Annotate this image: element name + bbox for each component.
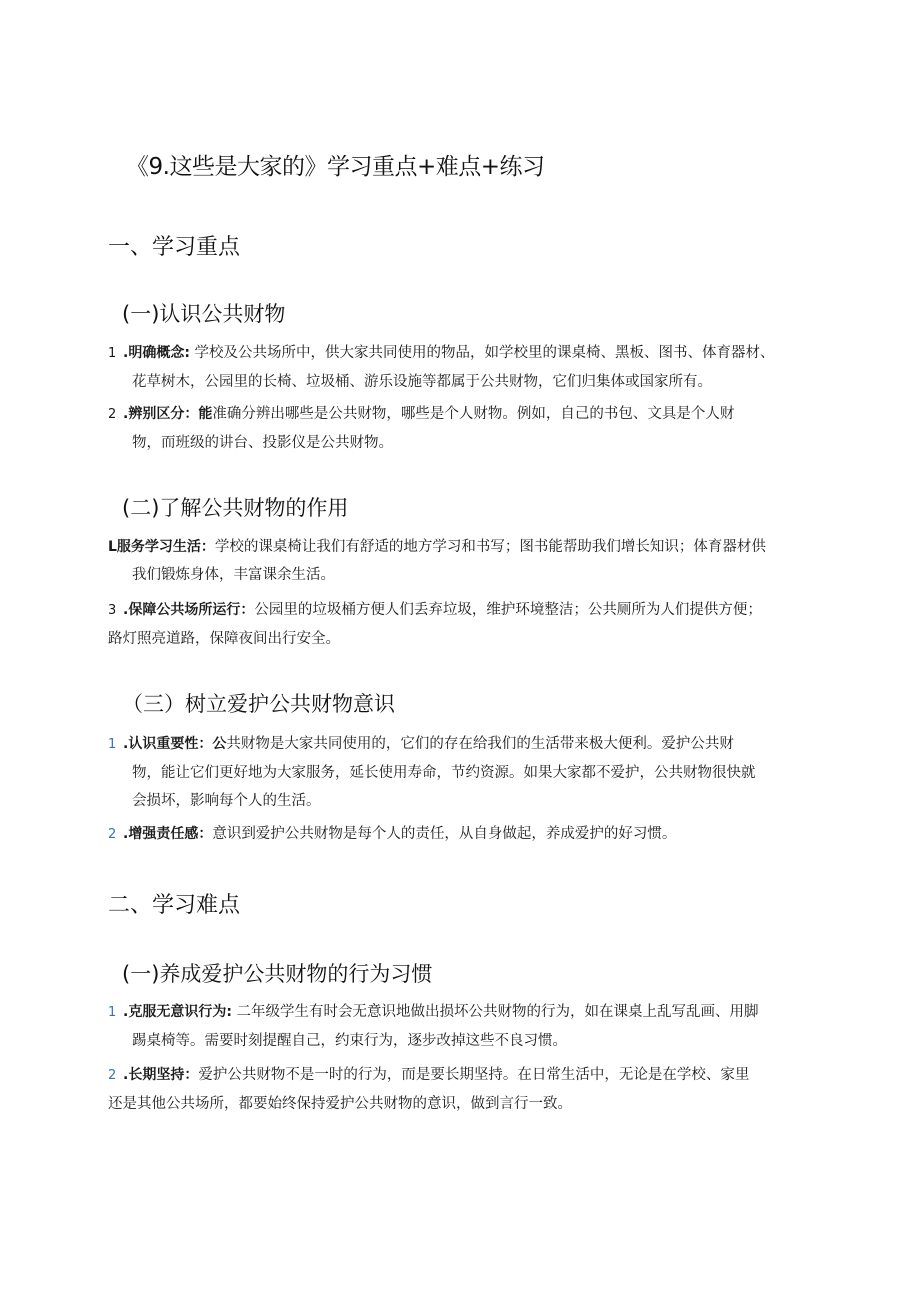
item-text-continued: 花草树木，公园里的长椅、垃圾桶、游乐设施等都属于公共财物，它们归集体或国家所有。 xyxy=(132,374,712,390)
item-text: 学校的课桌椅让我们有舒适的地方学习和书写；图书能帮助我们增长知识；体育器材供 xyxy=(214,539,766,555)
list-item xyxy=(108,596,818,653)
list-item xyxy=(108,998,818,1055)
item-text-continued: 路灯照亮道路，保障夜间出行安全。 xyxy=(108,631,340,647)
item-text-continued: 物，能让它们更好地为大家服务，延长使用寿命，节约资源。如果大家都不爱护，公共财物很快就 xyxy=(132,765,756,781)
section-heading-difficulties: 二、学习难点 xyxy=(108,893,241,918)
item-text: 意识到爱护公共财物是每个人的责任，从自身做起，养成爱护的好习惯。 xyxy=(212,826,677,842)
section-heading-key-points: 一、学习重点 xyxy=(108,235,241,260)
item-label: .明确概念: xyxy=(123,345,190,361)
item-label: .辨别区分：能 xyxy=(123,406,213,422)
subsection-heading-recognize: (一)认识公共财物 xyxy=(122,302,286,326)
item-number: 1 xyxy=(108,737,117,752)
list-item xyxy=(108,820,818,849)
list-item xyxy=(108,533,818,589)
item-text: 公园里的垃圾桶方便人们丢弃垃圾，维护环境整洁；公共厕所为人们提供方便； xyxy=(254,602,762,618)
item-number: 3 xyxy=(108,603,117,618)
subsection-heading-function: (二)了解公共财物的作用 xyxy=(122,496,349,520)
item-text-continued: 会损坏，影响每个人的生活。 xyxy=(132,793,321,809)
subsection-heading-awareness: （三）树立爱护公共财物意识 xyxy=(122,692,395,716)
item-label: .克服无意识行为: xyxy=(123,1004,232,1020)
item-label: L服务学习生活： xyxy=(108,539,215,555)
list-item xyxy=(108,339,818,396)
item-number: 2 xyxy=(108,827,117,842)
item-text-continued: 踢桌椅等。需要时刻提醒自己，约束行为，逐步改掉这些不良习惯。 xyxy=(132,1033,567,1049)
item-text: 学校及公共场所中，供大家共同使用的物品，如学校里的课桌椅、黑板、图书、体育器材、 xyxy=(189,345,775,361)
subsection-heading-habits: (一)养成爱护公共财物的行为习惯 xyxy=(122,962,433,986)
item-label: .长期坚持： xyxy=(123,1067,199,1083)
item-number: 2 xyxy=(108,407,117,422)
list-item xyxy=(108,400,818,457)
item-text: 共财物是大家共同使用的，它们的存在给我们的生活带来极大便利。爱护公共财 xyxy=(226,736,734,752)
list-item xyxy=(108,730,818,815)
item-number: 1 xyxy=(108,1005,117,1020)
item-text: 二年级学生有时会无意识地做出损坏公共财物的行为，如在课桌上乱写乱画、用脚 xyxy=(231,1004,759,1020)
document-title: 《9.这些是大家的》学习重点+难点+练习 xyxy=(126,154,545,180)
item-number: 1 xyxy=(108,346,117,361)
item-text: 爱护公共财物不是一时的行为，而是要长期坚持。在日常生活中，无论是在学校、家里 xyxy=(198,1067,750,1083)
item-label: .增强责任感： xyxy=(123,826,213,842)
item-number: 2 xyxy=(108,1068,117,1083)
item-text-continued: 我们锻炼身体，丰富课余生活。 xyxy=(132,567,335,583)
item-text-continued: 还是其他公共场所，都要始终保持爱护公共财物的意识，做到言行一致。 xyxy=(108,1096,572,1112)
item-label: .保障公共场所运行： xyxy=(123,602,255,618)
list-item xyxy=(108,1061,818,1118)
item-text: 准确分辨出哪些是公共财物，哪些是个人财物。例如，自己的书包、文具是个人财 xyxy=(212,406,735,422)
item-label: .认识重要性：公 xyxy=(123,736,227,752)
item-text-continued: 物，而班级的讲台、投影仪是公共财物。 xyxy=(132,435,393,451)
